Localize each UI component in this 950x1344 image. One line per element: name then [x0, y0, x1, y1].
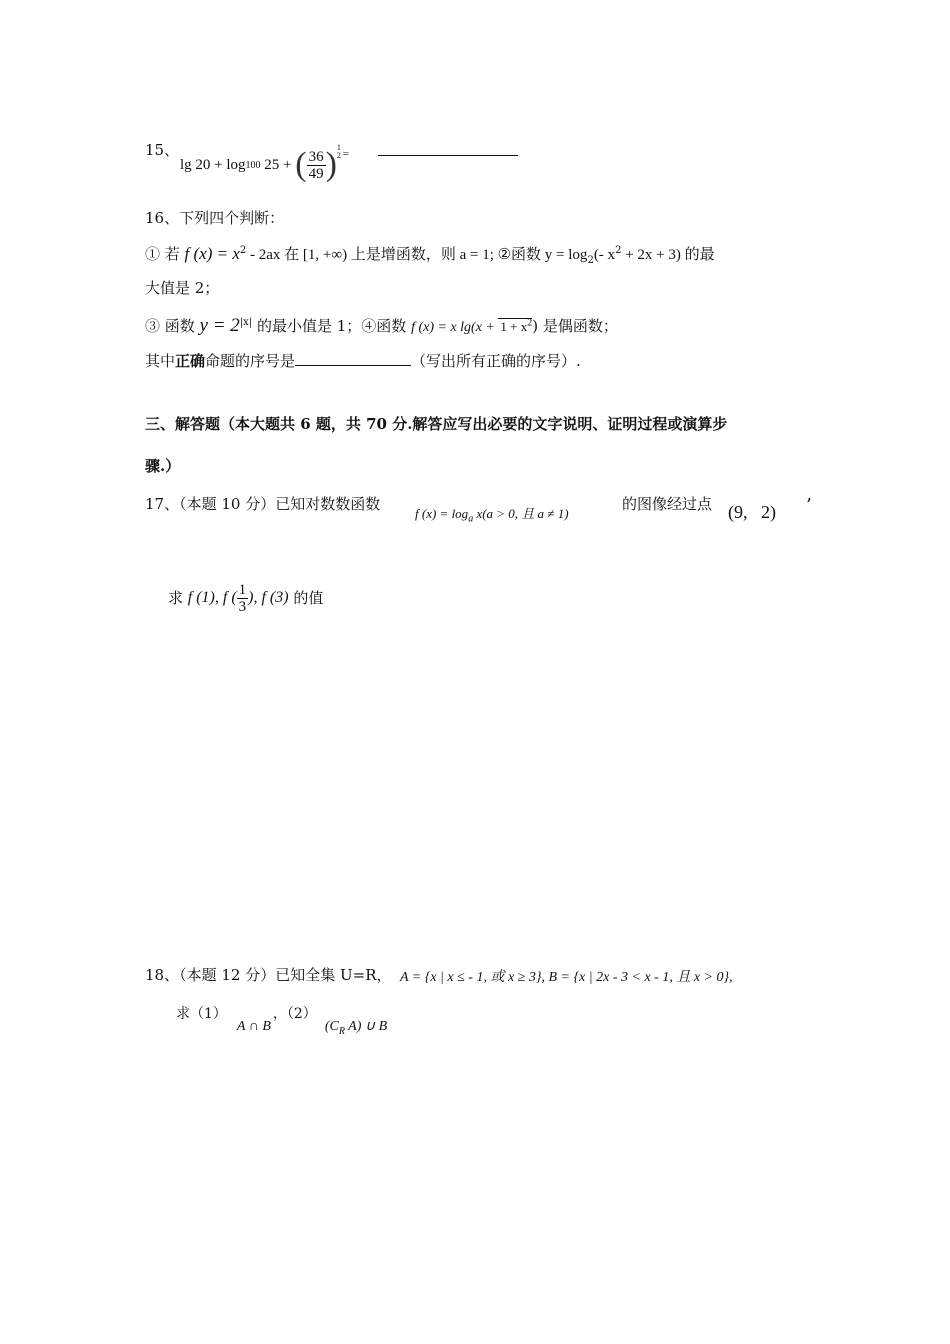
section-3-heading-line-1: 三、解答题（本大题共 6 题，共 70 分.解答应写出必要的文字说明、证明过程或演算步 — [145, 415, 728, 433]
answer-blank-16[interactable] — [295, 351, 411, 366]
question-18-ask: 求（1） A ∩ B ，（2） ($C_R$ A) ∪ B — [176, 1004, 387, 1040]
question-15 — [145, 140, 179, 160]
question-18-text: 18、（本题 12 分）已知全集 U=R， — [145, 966, 392, 984]
question-15-number: 15、 — [145, 141, 180, 159]
fraction-one-third: $\frac{1}{3}$ — [238, 581, 247, 615]
question-16-line-3: ③ 函数 $y = 2^{|x|}$ 的最小值是 1；④函数 f (x) = x $\lg(x + 1 + x^2)$ 是偶函数； — [145, 315, 618, 336]
answer-2-expression: ($C_R$ A) ∪ B — [324, 1019, 388, 1037]
question-16-title: 16、下列四个判断： — [145, 209, 285, 227]
section-3-heading-line-2: 骤.） — [145, 457, 181, 475]
exponent-fraction: 1 2 — [336, 143, 341, 160]
emphasis-correct: 正确 — [175, 352, 206, 370]
question-17-function: f $(x) = \log_a x(a > 0$, 且 a ≠ 1) — [415, 506, 569, 525]
question-16-line-1: ① 若 f $(x) = x^2 - 2ax$ 在 [1, +∞) 上是增函数，则 a = 1; ②函数 $y = \log_2(-$ $x^2 + 2x + 3$) 的最 — [145, 244, 715, 266]
question-17-ask: 求 f (1), f ( $\frac{1}{3}$ ), f (3) 的值 — [168, 581, 324, 615]
question-18-sets: A = {x | x ≤ - 1, 或 x ≥ 3}, B = {x | 2x - 3 < x - 1, 且 x > 0}, — [400, 970, 733, 985]
question-16-line-4: 其中正确命题的序号是 （写出所有正确的序号）. — [145, 352, 581, 370]
question-16-line-2: 大值是 2； — [145, 279, 220, 297]
question-17-point: (9, 2) — [728, 502, 776, 522]
answer-1-expression: A ∩ B — [236, 1019, 271, 1034]
fraction-36-49: $\frac{36}{49}$ — [308, 148, 324, 182]
sqrt-expression: $1 + x^2$ — [500, 317, 533, 334]
question-17-comma: ’ — [806, 495, 812, 516]
question-17-text: 17、（本题 10 分）已知对数数函数 — [145, 495, 381, 513]
answer-blank-15[interactable] — [378, 155, 518, 156]
question-17-tail: 的图像经过点 — [622, 495, 713, 513]
question-15-expression: lg 20 + log 100 25 + ( $\frac{36}{49}$ ) 1 2 = — [180, 143, 350, 183]
